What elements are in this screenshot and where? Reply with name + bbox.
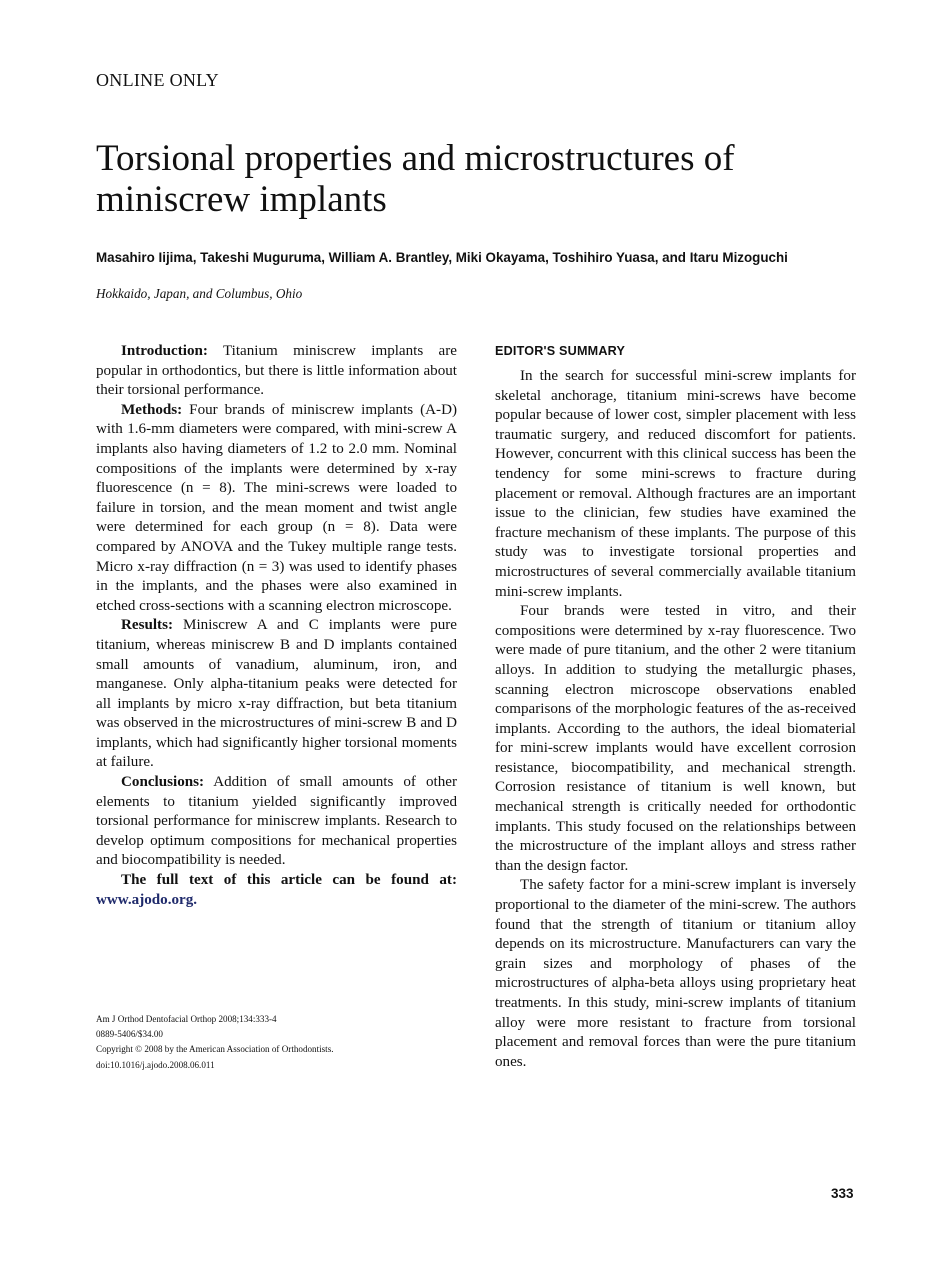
abstract-results <box>96 616 457 773</box>
fulltext-link[interactable]: www.ajodo.org. <box>96 891 198 908</box>
methods-label: Methods: <box>121 401 183 418</box>
article-title: Torsional properties and microstructures of miniscrew implants <box>96 138 735 220</box>
summary-paragraph: Four brands were tested in vitro, and their compositions were determined by x-ray fluorescence. Two were made of pure titanium, and the other 2 were titanium alloys. In addition to studying the metallurgic phases, scanning electron microscope observations enabled comparisons of the morphologic features of the as-received implants. According to the authors, the ideal biomaterial for mini-screw implants would have excellent corrosion resistance, biocompatibility, and mechanical strength. Corrosion resistance of titanium is well known, but mechanical strength is critically needed for orthodontic implants. This study focused on the relationships between the microstructure of the implant alloys and stress rather than the design factor. <box>495 603 856 874</box>
editors-summary-column <box>495 342 856 1072</box>
conclusions-text: Addition of small amounts of other elements to titanium yielded significantly improved torsional performance for miniscrew implants. Research to develop optimum compositions for mechanical properties and biocompatibility is needed. <box>96 774 457 869</box>
journal-citation: Am J Orthod Dentofacial Orthop 2008;134:333-4 <box>96 1014 277 1024</box>
fulltext-note <box>96 871 457 910</box>
summary-paragraph: The safety factor for a mini-screw implant is inversely proportional to the diameter of the mini-screw. The authors found that the strength of titanium or titanium alloy depends on its microstructure. Manufacturers can vary the grain sizes and morphology of phases of the microstructures of alpha-beta alloys using proprietary heat treatments. In this study, mini-screw implants of titanium alloy were more resistant to fracture from torsional placement and removal forces than were the pure titanium ones. <box>495 877 856 1070</box>
abstract-conclusions <box>96 773 457 871</box>
section-label: ONLINE ONLY <box>96 70 219 90</box>
author-list: Masahiro Iijima, Takeshi Muguruma, William A. Brantley, Miki Okayama, Toshihiro Yuasa, and Itaru Mizoguchi <box>96 250 788 265</box>
abstract-methods <box>96 401 457 617</box>
doi: doi:10.1016/j.ajodo.2008.06.011 <box>96 1059 215 1070</box>
copyright-notice: Copyright © 2008 by the American Association of Orthodontists. <box>96 1044 334 1055</box>
abstract-introduction <box>96 342 457 401</box>
results-label: Results: <box>121 617 173 634</box>
abstract-column <box>96 342 457 910</box>
summary-paragraph: In the search for successful mini-screw implants for skeletal anchorage, titanium mini-screws have become popular because of lower cost, simpler placement with less traumatic surgery, and reduced discomfort for patients. However, concurrent with this clinical success has been the tendency for some mini-screws to fracture during placement or removal. Although fractures are an important issue to the clinician, few studies have examined the fracture mechanism of these implants. The purpose of this study was to investigate torsional properties and microstructures of several commercially available titanium mini-screw implants. <box>495 368 856 600</box>
introduction-text: Titanium miniscrew implants are popular in orthodontics, but there is little information about their torsional performance. <box>96 343 457 399</box>
summary-heading: EDITOR'S SUMMARY <box>495 344 626 358</box>
introduction-label: Introduction: <box>121 343 208 359</box>
issn: 0889-5406/$34.00 <box>96 1029 163 1040</box>
citation-block <box>96 1012 334 1073</box>
page-number: 333 <box>831 1186 854 1201</box>
methods-text: Four brands of miniscrew implants (A-D) with 1.6-mm diameters were compared, with mini-screw A implants also having diameters of 1.2 to 2.0 mm. Nominal compositions of the implants were determined by x-ray fluorescence (n = 8). The mini-screws were loaded to failure in torsion, and the mean moment and twist angle were determined for each group (n = 8). Data were compared by ANOVA and the Tukey multiple range tests. Micro x-ray diffraction (n = 3) was used to identify phases in the implants, and the phases were also examined in etched cross-sections with a scanning electron microscope. <box>96 401 457 614</box>
results-text: Miniscrew A and C implants were pure titanium, whereas miniscrew B and D implants contained small amounts of vanadium, aluminum, iron, and manganese. Only alpha-titanium peaks were detected for all implants by micro x-ray diffraction, but beta titanium was observed in the microstructures of mini-screw B and D implants, which had significantly higher torsional moments at failure. <box>96 617 457 771</box>
author-affiliation: Hokkaido, Japan, and Columbus, Ohio <box>96 286 303 301</box>
fulltext-text: The full text of this article can be found at: <box>121 872 457 889</box>
conclusions-label: Conclusions: <box>121 774 205 791</box>
